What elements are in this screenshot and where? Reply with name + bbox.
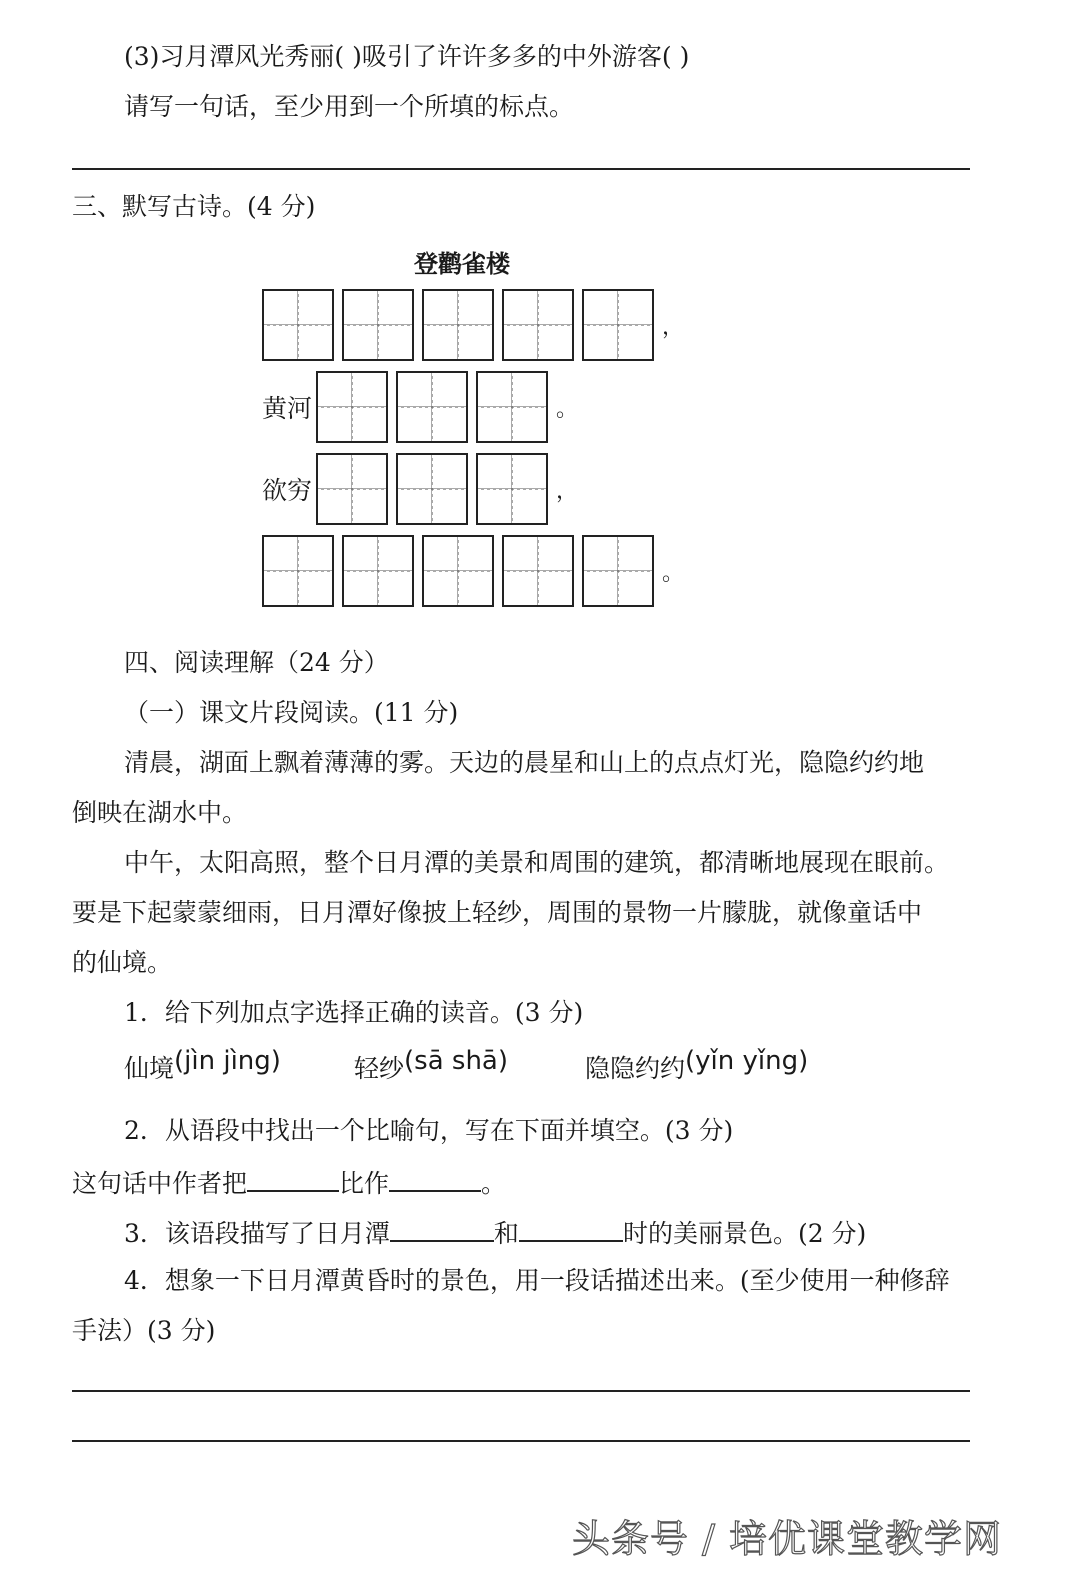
- row-end-punct: 。: [556, 396, 579, 422]
- passage-line: 的仙境。: [72, 948, 173, 977]
- poem-row-2: [262, 371, 578, 443]
- question-1: 1．给下列加点字选择正确的读音。(3 分): [124, 998, 584, 1027]
- section-4-heading: 四、阅读理解（24 分）: [124, 648, 389, 677]
- poem-title: 登鹳雀楼: [414, 249, 510, 278]
- poem-row-3: [262, 453, 578, 525]
- fill-blank[interactable]: [390, 1218, 494, 1242]
- row-end-punct: 。: [662, 560, 685, 586]
- row-end-punct: ，: [556, 478, 579, 504]
- question-2: 2．从语段中找出一个比喻句，写在下面并填空。(3 分): [124, 1116, 734, 1145]
- pinyin-options[interactable]: (sā shā): [404, 1046, 509, 1076]
- writing-cell[interactable]: [262, 289, 334, 361]
- writing-cell[interactable]: [396, 371, 468, 443]
- pinyin-choice-3[interactable]: [585, 1046, 809, 1083]
- watermark: 头条号 / 培优课堂教学网: [572, 1517, 1002, 1561]
- writing-cell[interactable]: [262, 535, 334, 607]
- writing-cell[interactable]: [396, 453, 468, 525]
- writing-cell[interactable]: [342, 535, 414, 607]
- fill-text: 这句话中作者把: [72, 1169, 248, 1198]
- fill-blank[interactable]: [247, 1168, 339, 1192]
- fill-text: 和: [493, 1219, 519, 1248]
- pinyin-choice-1[interactable]: [124, 1046, 281, 1083]
- passage-line: 清晨，湖面上飘着薄薄的雾。天边的晨星和山上的点点灯光，隐隐约约地: [124, 748, 925, 777]
- writing-cell[interactable]: [502, 289, 574, 361]
- word: 轻纱: [354, 1054, 405, 1083]
- word: 仙境: [124, 1054, 175, 1083]
- fill-text: 比作: [339, 1169, 390, 1198]
- writing-cell[interactable]: [422, 289, 494, 361]
- fill-text: 。: [481, 1169, 507, 1198]
- writing-cell[interactable]: [316, 371, 388, 443]
- question-4-cont: 手法）(3 分): [72, 1316, 216, 1345]
- writing-cell[interactable]: [316, 453, 388, 525]
- fill-blank[interactable]: [389, 1168, 481, 1192]
- row-prefix: 欲穷: [262, 476, 313, 505]
- answer-line-1[interactable]: [72, 168, 970, 170]
- answer-line-3[interactable]: [72, 1440, 970, 1442]
- writing-cell[interactable]: [342, 289, 414, 361]
- writing-cell[interactable]: [502, 535, 574, 607]
- fill-blank[interactable]: [519, 1218, 623, 1242]
- question-2-fill: [72, 1168, 506, 1196]
- writing-cell[interactable]: [476, 371, 548, 443]
- passage-line: 中午，太阳高照，整个日月潭的美景和周围的建筑，都清晰地展现在眼前。: [124, 848, 950, 877]
- writing-cell[interactable]: [582, 289, 654, 361]
- row-end-punct: ，: [662, 314, 685, 340]
- poem-row-4: [262, 535, 684, 607]
- row-prefix: 黄河: [262, 394, 313, 423]
- question-4: 4．想象一下日月潭黄昏时的景色，用一段话描述出来。(至少使用一种修辞: [124, 1266, 950, 1295]
- question-3: [124, 1218, 866, 1246]
- pinyin-options[interactable]: (yǐn yǐng): [685, 1046, 809, 1076]
- writing-cell[interactable]: [582, 535, 654, 607]
- writing-cell[interactable]: [422, 535, 494, 607]
- answer-line-2[interactable]: [72, 1390, 970, 1392]
- pinyin-options[interactable]: (jìn jìng): [174, 1046, 281, 1076]
- passage-line: 倒映在湖水中。: [72, 798, 248, 827]
- punctuation-question-3: (3)习月潭风光秀丽( )吸引了许许多多的中外游客( ): [124, 42, 690, 71]
- pinyin-choice-2[interactable]: [354, 1046, 509, 1083]
- word: 隐隐约约: [585, 1054, 686, 1083]
- poem-row-1: [262, 289, 684, 361]
- fill-text: 时的美丽景色。(2 分): [622, 1219, 867, 1248]
- writing-cell[interactable]: [476, 453, 548, 525]
- sub-heading-1: （一）课文片段阅读。(11 分): [124, 698, 459, 727]
- fill-text: 3．该语段描写了日月潭: [124, 1219, 390, 1248]
- sentence-prompt: 请写一句话，至少用到一个所填的标点。: [124, 92, 575, 121]
- passage-line: 要是下起蒙蒙细雨，日月潭好像披上轻纱，周围的景物一片朦胧，就像童话中: [72, 898, 923, 927]
- section-3-heading: 三、默写古诗。(4 分): [72, 192, 316, 221]
